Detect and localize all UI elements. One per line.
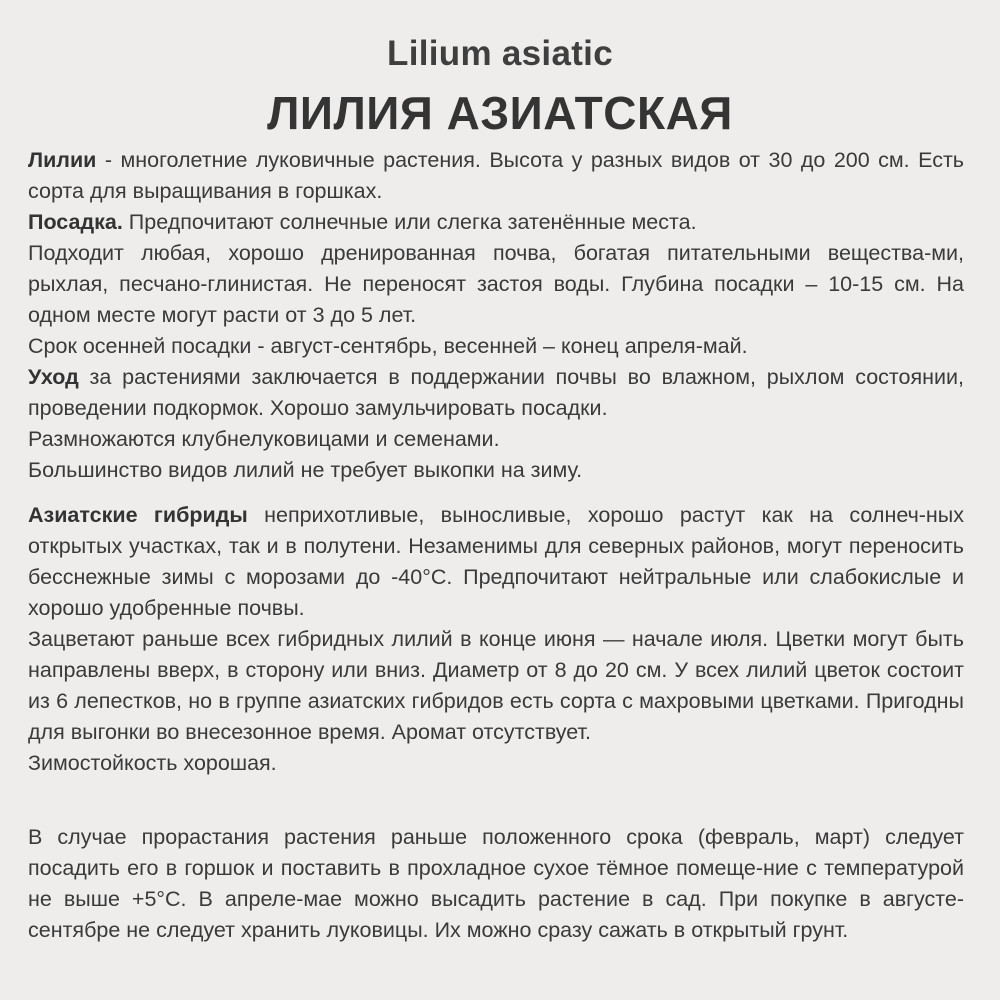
term-planting: Посадка. <box>28 210 123 234</box>
paragraph-hardiness: Зимостойкость хорошая. <box>28 751 277 775</box>
text-asiatic-hybrids: неприхотливые, выносливые, хорошо растут как на солнеч-ных открытых участках, так и в полутени. Незаменимы для северных районов, могут переносить бесснежные зимы с морозами до -40°С. Предпочитают нейтральные или слабокислые и хорошо удобренные почвы. <box>28 503 965 620</box>
paragraph-propagation: Размножаются клубнелуковицами и семенами. <box>28 427 500 451</box>
asiatic-hybrids-section <box>28 500 964 779</box>
paragraph-asiatic-hybrids <box>28 500 964 624</box>
text-planting: Предпочитают солнечные или слегка затенённые места. <box>122 210 697 234</box>
term-care: Уход <box>28 365 79 389</box>
text-lilies: - многолетние луковичные растения. Высота у разных видов от 30 до 200 см. Есть сорта для выращивания в горшках. <box>28 148 964 203</box>
paragraph-early-sprouting: В случае прорастания растения раньше положенного срока (февраль, март) следует посадить его в горшок и поставить в прохладное сухое тёмное помеще-ние с температурой не выше +5°С. В апреле-мае можно высадить растение в сад. При покупке в августе-сентябре не следует хранить луковицы. Их можно сразу сажать в открытый грунт. <box>28 825 964 942</box>
paragraph-planting <box>28 207 964 238</box>
text-care: за растениями заключается в поддержании почвы во влажном, рыхлом состоянии, проведении подкормок. Хорошо замульчировать посадки. <box>28 365 964 420</box>
paragraph-soil: Подходит любая, хорошо дренированная почва, богатая питательными вещества-ми, рыхлая, песчано-глинистая. Не переносят застоя воды. Глубина посадки – 10-15 см. На одном месте могут расти от 3 до 5 лет. <box>28 241 964 327</box>
paragraph-lilies <box>28 145 964 207</box>
latin-title: Lilium asiatic <box>387 34 613 73</box>
main-title: ЛИЛИЯ АЗИАТСКАЯ <box>267 87 733 139</box>
paragraph-flowering: Зацветают раньше всех гибридных лилий в конце июня — начале июля. Цветки могут быть направлены вверх, в сторону или вниз. Диаметр от 8 до 20 см. У всех лилий цветок состоит из 6 лепестков, но в группе азиатских гибридов есть сорта с махровыми цветками. Пригодны для выгонки во внесезонное время. Аромат отсутствует. <box>28 627 964 744</box>
paragraph-winter-digging: Большинство видов лилий не требует выкопки на зиму. <box>28 458 583 482</box>
early-sprouting-section <box>28 822 964 946</box>
paragraph-care <box>28 362 964 424</box>
term-lilies: Лилии <box>28 148 97 172</box>
term-asiatic-hybrids: Азиатские гибриды <box>28 503 248 527</box>
general-info-section <box>28 145 964 486</box>
paragraph-planting-time: Срок осенней посадки - август-сентябрь, весенней – конец апреля-май. <box>28 334 748 358</box>
